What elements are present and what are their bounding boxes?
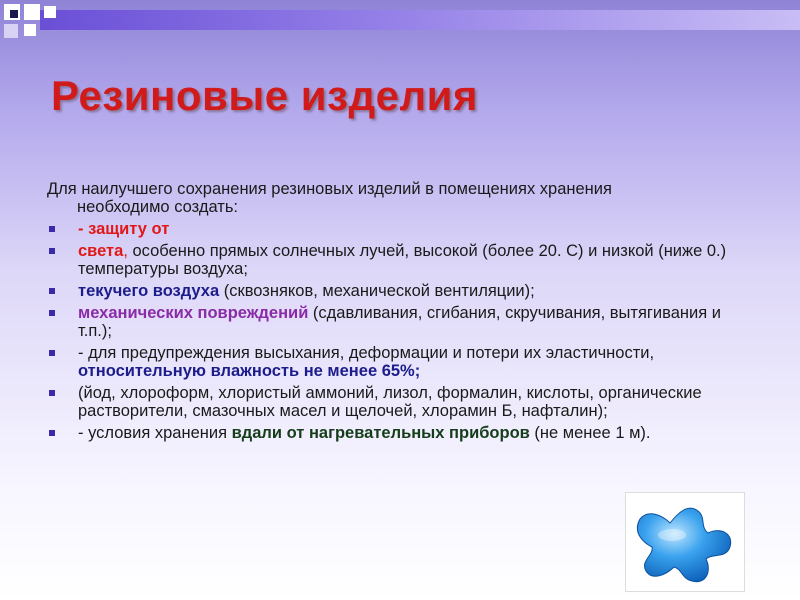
slide-title: Резиновые изделия — [51, 72, 478, 119]
intro-line-1: Для наилучшего сохранения резиновых изделий в помещениях хранения — [47, 180, 612, 198]
list-item — [47, 282, 757, 300]
list-item-text: механических повреждений — [78, 304, 309, 322]
intro-paragraph — [47, 180, 757, 216]
squares-decoration-icon — [0, 0, 70, 50]
bullet-icon — [49, 248, 55, 254]
list-item-text: относительную влажность не менее 65%; — [78, 362, 421, 380]
list-item — [47, 242, 757, 278]
illustration-frame — [625, 492, 745, 592]
bullet-icon — [49, 390, 55, 396]
bullet-icon — [49, 350, 55, 356]
list-item-text: , — [123, 242, 133, 260]
list-item-text: (йод, хлороформ, хлористый аммоний, лизол, формалин, кислоты, органические растворители, смазочных масел и щелочей, хлорамин Б, нафталин); — [78, 384, 702, 420]
list-item-text: (не менее 1 м). — [529, 424, 651, 442]
list-item-text: (сдавливания, сгибания, скручивания, вытягивания и т.п.); — [78, 304, 721, 340]
list-item-text: - для предупреждения высыхания, деформации и потери их эластичности, — [78, 344, 655, 362]
blue-splash-icon — [626, 493, 744, 591]
bullet-icon — [49, 310, 55, 316]
intro-line-2: необходимо создать: — [77, 198, 239, 216]
list-item — [47, 344, 757, 380]
list-item — [47, 424, 757, 442]
list-item — [47, 384, 757, 420]
list-item-text: (сквозняков, механической вентиляции); — [219, 282, 535, 300]
bullet-icon — [49, 226, 55, 232]
bullet-list — [47, 220, 757, 442]
bullet-icon — [49, 430, 55, 436]
list-item-text: - условия хранения — [78, 424, 232, 442]
list-item — [47, 304, 757, 340]
list-item-text: света — [78, 242, 124, 260]
list-item-text: текучего воздуха — [78, 282, 220, 300]
list-item-text: вдали от нагревательных приборов — [231, 424, 530, 442]
top-decor-bar — [40, 10, 800, 30]
bullet-icon — [49, 288, 55, 294]
list-item-text: особенно прямых солнечных лучей, высокой (более 20. С) и низкой (ниже 0.) температуры воздуха; — [78, 242, 727, 278]
list-item — [47, 220, 757, 238]
slide-body — [47, 180, 757, 446]
list-item-text: - защиту от — [78, 220, 170, 238]
